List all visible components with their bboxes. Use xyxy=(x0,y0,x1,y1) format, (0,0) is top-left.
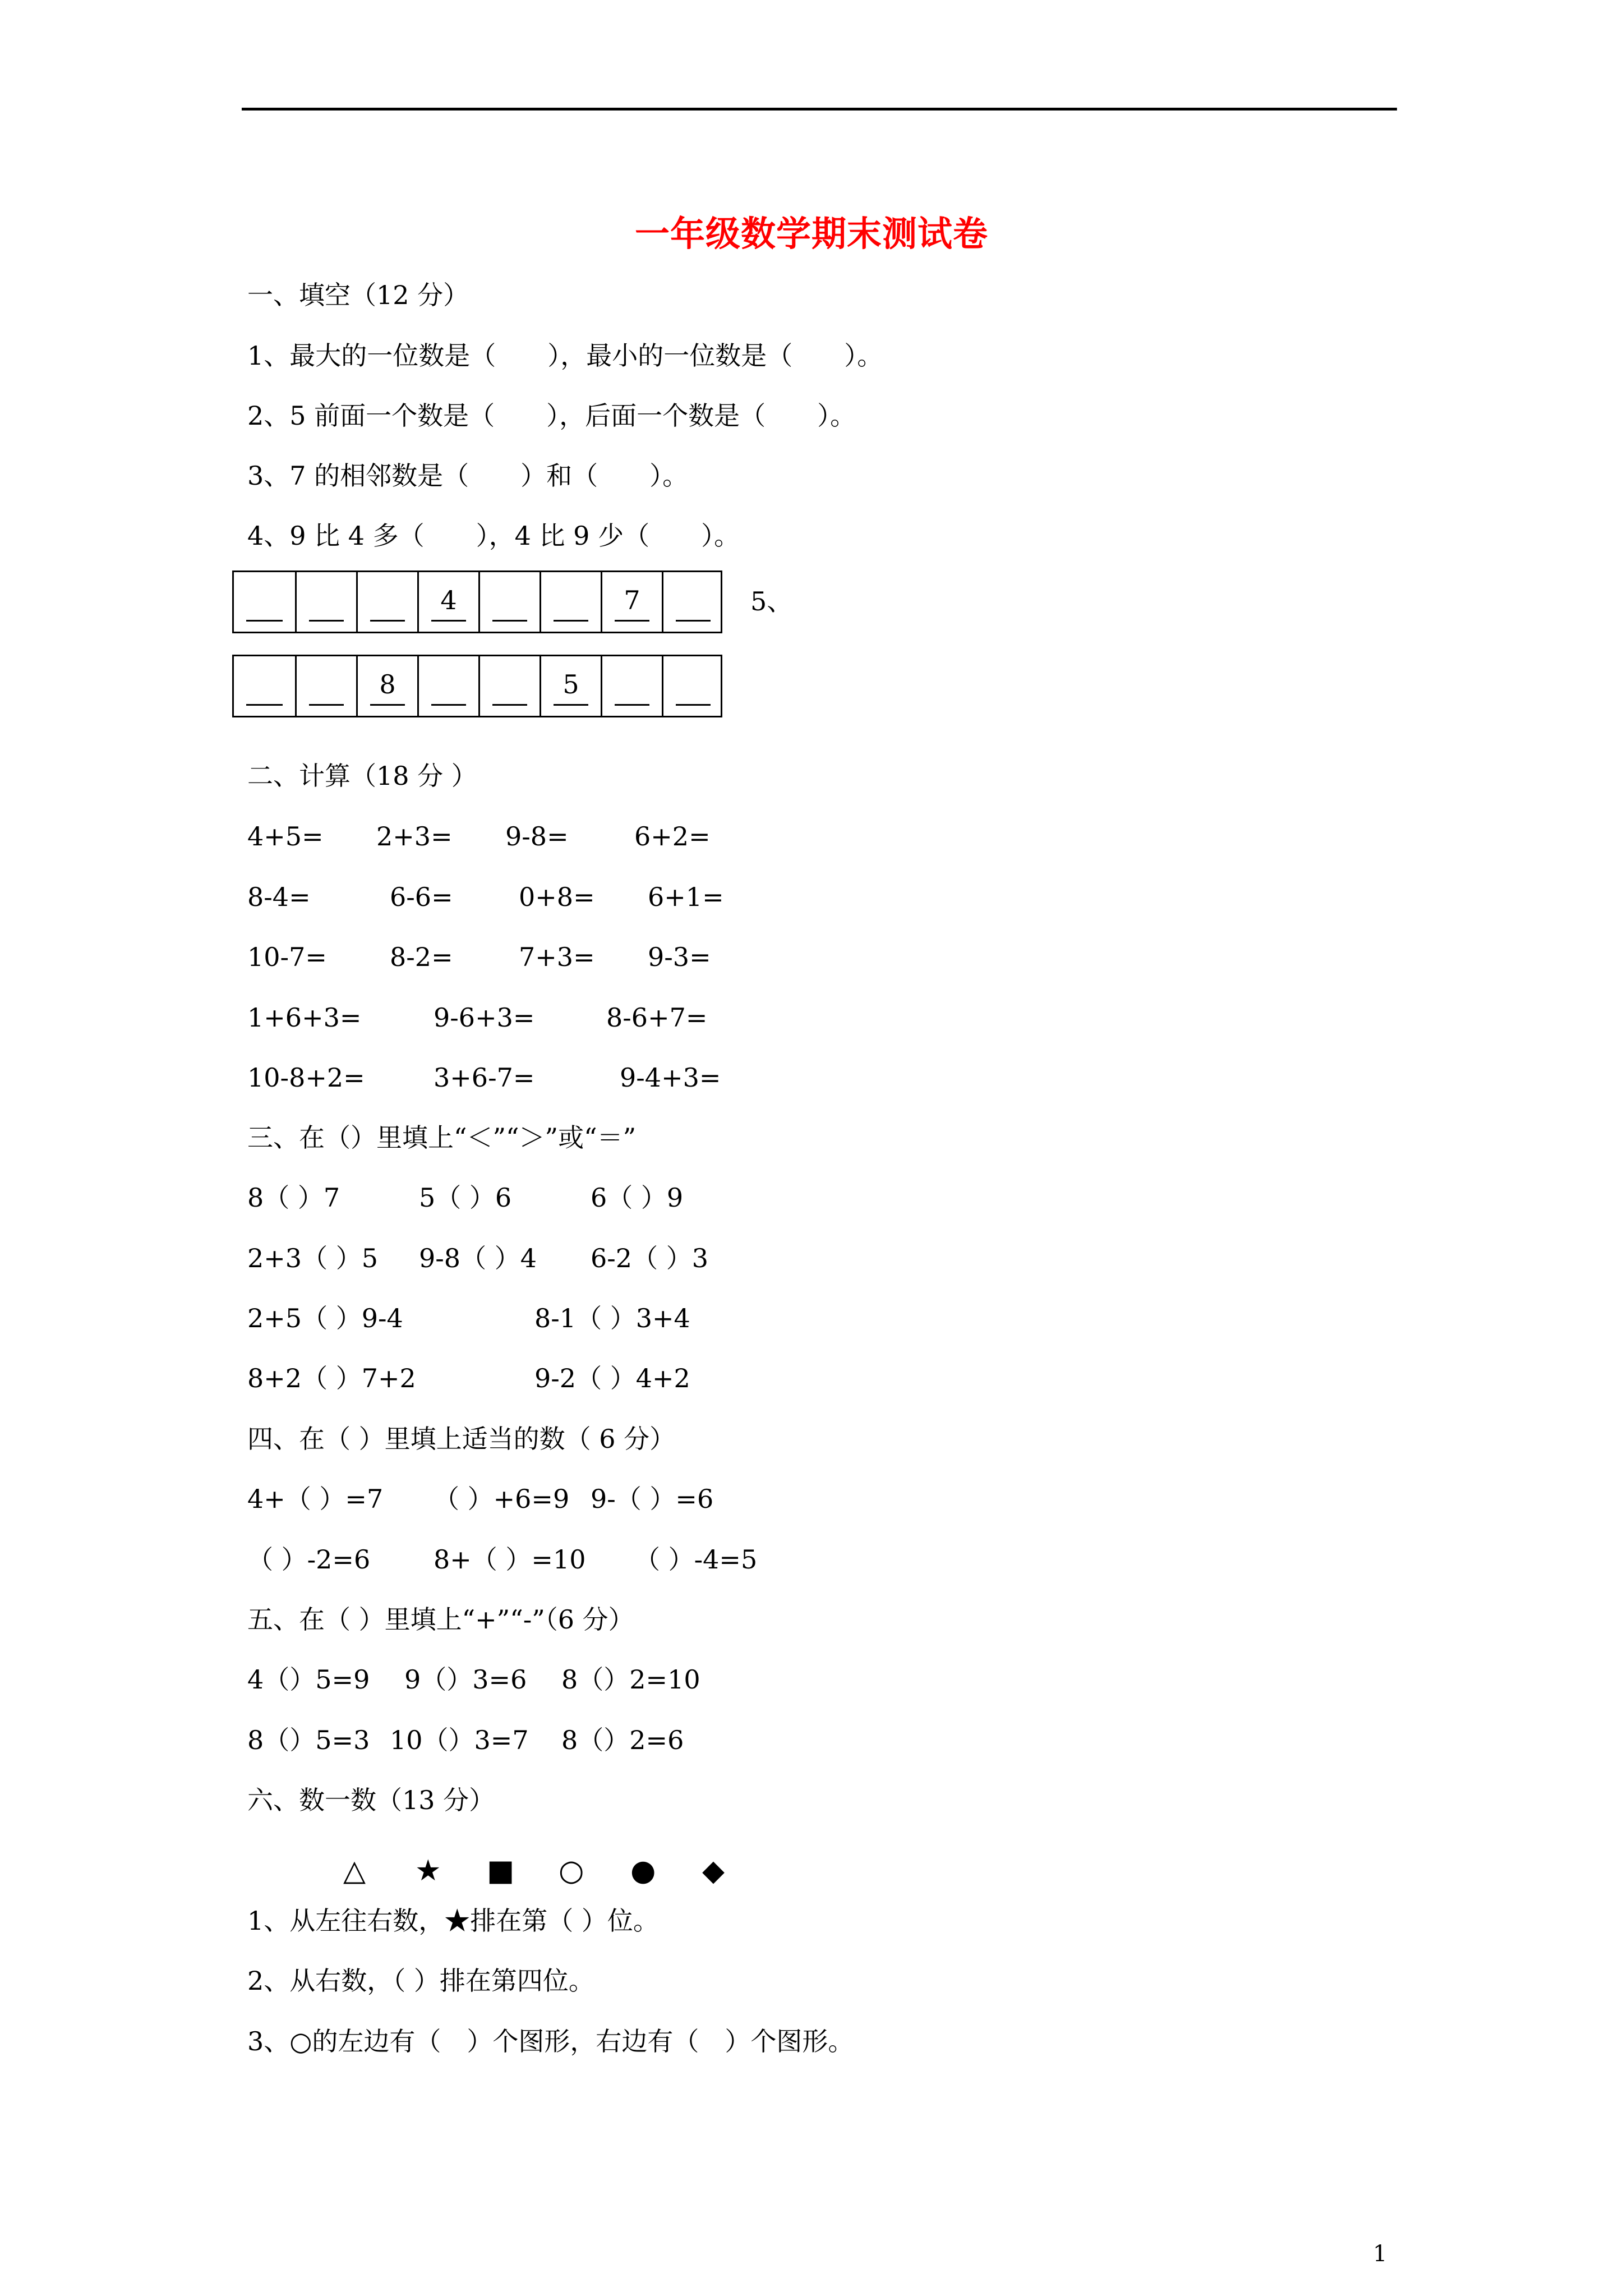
section1-heading: 一、填空（12 分） xyxy=(247,280,469,310)
grid-cell-value: 7 xyxy=(624,585,640,615)
compare-item: 8-1（ ）3+4 xyxy=(534,1303,690,1333)
calc-item: 10-7= xyxy=(247,942,327,972)
grid-cell-blank-line xyxy=(246,704,283,706)
fill-number-item: （ ）+6=9 xyxy=(434,1484,570,1514)
compare-item: 2+5（ ）9-4 xyxy=(247,1303,403,1333)
calc-item: 8-4= xyxy=(247,882,311,912)
sign-item: 9（）3=6 xyxy=(404,1664,527,1695)
grid-cell-blank-line xyxy=(309,620,344,622)
calc-item: 9-4+3= xyxy=(620,1062,721,1093)
compare-item: 5（ ）6 xyxy=(419,1182,512,1213)
calc-item: 7+3= xyxy=(519,942,595,972)
diamond-icon: ◆ xyxy=(702,1854,725,1888)
grid-cell xyxy=(601,656,662,716)
grid-cell-blank-line xyxy=(492,620,527,622)
star-icon: ★ xyxy=(415,1854,441,1888)
calc-item: 8-6+7= xyxy=(606,1002,708,1033)
calc-item: 4+5= xyxy=(247,821,324,852)
grid-cell xyxy=(234,656,295,716)
calc-item: 1+6+3= xyxy=(247,1002,362,1033)
sign-item: 8（）5=3 xyxy=(247,1725,370,1755)
section2-heading: 二、计算（18 分 ） xyxy=(247,761,477,791)
grid-cell xyxy=(662,572,723,632)
compare-item: 6-2（ ）3 xyxy=(591,1243,708,1273)
calc-item: 6+1= xyxy=(648,882,724,912)
section6-q3: 3、○的左边有（ ）个图形，右边有（ ）个图形。 xyxy=(247,2026,854,2056)
section1-q5-label: 5、 xyxy=(750,586,793,616)
grid-cell-blank-line xyxy=(554,704,588,706)
grid-cell xyxy=(478,572,540,632)
grid-cell-blank-line xyxy=(554,620,588,622)
page-title: 一年级数学期末测试卷 xyxy=(634,213,988,254)
number-grid-row1 xyxy=(232,570,722,633)
grid-cell-blank-line xyxy=(431,704,466,706)
grid-cell-blank-line xyxy=(309,704,344,706)
sign-item: 8（）2=10 xyxy=(561,1664,700,1695)
calc-item: 2+3= xyxy=(376,821,453,852)
fill-number-item: （ ）-4=5 xyxy=(634,1544,758,1575)
grid-cell xyxy=(540,572,601,632)
section1-q1: 1、最大的一位数是（ ），最小的一位数是（ ）。 xyxy=(247,341,883,371)
fill-number-item: 4+（ ）=7 xyxy=(247,1484,384,1514)
sign-item: 10（）3=7 xyxy=(390,1725,529,1755)
grid-cell xyxy=(478,656,540,716)
grid-cell xyxy=(540,656,601,716)
grid-cell xyxy=(417,656,478,716)
compare-item: 6（ ）9 xyxy=(591,1182,684,1213)
calc-item: 9-8= xyxy=(505,821,569,852)
shape-sequence xyxy=(0,1851,1623,1890)
fill-number-item: 9-（ ）=6 xyxy=(591,1484,714,1514)
compare-item: 9-2（ ）4+2 xyxy=(534,1363,690,1393)
section1-q4: 4、9 比 4 多（ ），4 比 9 少（ ）。 xyxy=(247,521,740,551)
calc-item: 10-8+2= xyxy=(247,1062,365,1093)
grid-cell-blank-line xyxy=(431,620,466,622)
grid-cell xyxy=(234,572,295,632)
circle-outline-icon: ○ xyxy=(559,1854,584,1888)
compare-item: 2+3（ ）5 xyxy=(247,1243,378,1273)
grid-cell-blank-line xyxy=(615,704,649,706)
section3-heading: 三、在（）里填上“＜”“＞”或“＝” xyxy=(247,1122,637,1153)
grid-cell xyxy=(356,572,417,632)
grid-cell-value: 8 xyxy=(379,669,396,700)
grid-cell xyxy=(295,572,356,632)
calc-item: 6-6= xyxy=(390,882,453,912)
header-rule xyxy=(242,108,1397,111)
grid-cell-blank-line xyxy=(492,704,527,706)
sign-item: 4（）5=9 xyxy=(247,1664,370,1695)
calc-item: 8-2= xyxy=(390,942,453,972)
grid-cell xyxy=(356,656,417,716)
compare-item: 8（ ）7 xyxy=(247,1182,340,1213)
fill-number-item: 8+（ ）=10 xyxy=(434,1544,586,1575)
triangle-icon: △ xyxy=(343,1854,366,1888)
grid-cell-blank-line xyxy=(370,704,405,706)
compare-item: 8+2（ ）7+2 xyxy=(247,1363,416,1393)
circle-filled-icon: ● xyxy=(630,1854,656,1888)
square-icon: ■ xyxy=(487,1854,515,1888)
section6-q1: 1、从左往右数，★排在第（ ）位。 xyxy=(247,1906,659,1936)
calc-item: 3+6-7= xyxy=(434,1062,535,1093)
page-number: 1 xyxy=(1373,2241,1387,2267)
compare-item: 9-8（ ）4 xyxy=(419,1243,537,1273)
section5-heading: 五、在（ ）里填上“+”“-”（6 分） xyxy=(247,1604,634,1635)
grid-cell-blank-line xyxy=(676,704,711,706)
grid-cell xyxy=(662,656,723,716)
grid-cell-blank-line xyxy=(615,620,649,622)
calc-item: 9-3= xyxy=(648,942,711,972)
section4-heading: 四、在（ ）里填上适当的数（ 6 分） xyxy=(247,1424,676,1454)
section1-q3: 3、7 的相邻数是（ ）和（ ）。 xyxy=(247,461,689,491)
grid-cell xyxy=(417,572,478,632)
grid-cell xyxy=(295,656,356,716)
number-grid-row2 xyxy=(232,655,722,717)
grid-cell-value: 5 xyxy=(562,669,579,700)
calc-item: 9-6+3= xyxy=(434,1002,535,1033)
section1-q2: 2、5 前面一个数是（ ），后面一个数是（ ）。 xyxy=(247,401,856,431)
section6-q2: 2、从右数，（ ）排在第四位。 xyxy=(247,1966,594,1996)
fill-number-item: （ ）-2=6 xyxy=(247,1544,371,1575)
calc-item: 6+2= xyxy=(634,821,711,852)
section6-heading: 六、数一数（13 分） xyxy=(247,1785,495,1815)
grid-cell xyxy=(601,572,662,632)
grid-cell-value: 4 xyxy=(440,585,457,615)
grid-cell-blank-line xyxy=(246,620,283,622)
sign-item: 8（）2=6 xyxy=(561,1725,684,1755)
calc-item: 0+8= xyxy=(519,882,595,912)
grid-cell-blank-line xyxy=(676,620,711,622)
grid-cell-blank-line xyxy=(370,620,405,622)
